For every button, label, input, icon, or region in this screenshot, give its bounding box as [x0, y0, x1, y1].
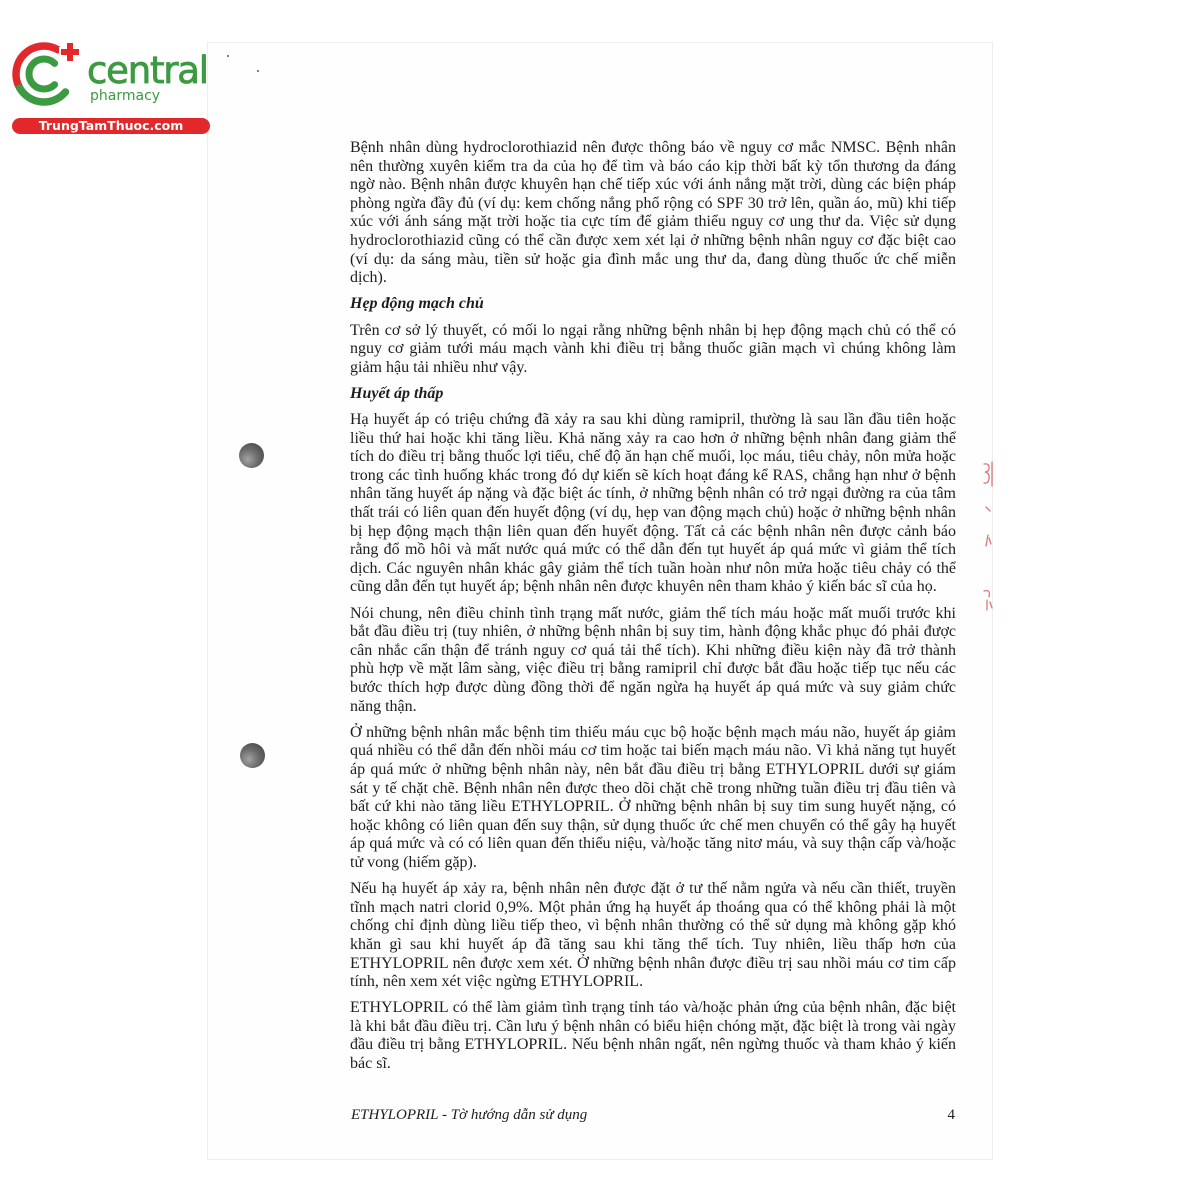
punch-hole: [239, 443, 264, 468]
text-line: Nói chung, nên điều chỉnh tình trạng mất nước, giảm thể tích máu hoặc mất muối trước khi: [350, 604, 956, 622]
text-line: giảm hậu tải nhiều như vậy.: [350, 358, 528, 376]
punch-hole: [240, 743, 265, 768]
pharmacy-cross-c-logo-icon: [8, 34, 86, 108]
text-line: nhân tăng huyết áp nặng và đặc biệt ác tính, ở những bệnh nhân có trở ngại đường ra của tâm: [350, 485, 956, 503]
pharmacy-logo: [0, 0, 220, 140]
text-line: trong các tình huống khác trong đó dự kiến sẽ kích hoạt đáng kể RAS, chẳng hạn như ở bệnh: [350, 466, 956, 484]
text-line: nên thường xuyên kiểm tra da của họ để tìm và báo cáo kịp thời bất kỳ tổn thương da đáng: [350, 157, 956, 175]
page-footer: [351, 1106, 956, 1124]
text-line: (ví dụ: da sáng màu, tiền sử hoặc gia đình mắc ung thư da, đang dùng thuốc ức chế miễn: [350, 250, 956, 268]
text-line: sát y tế chặt chẽ. Bệnh nhân nên được theo dõi chặt chẽ trong những tuần điều trị đầu tiên và: [350, 779, 956, 797]
paragraph-symptomatic-hypotension: [350, 411, 956, 597]
text-line: cũng dẫn đến tụt huyết áp; bệnh nhân nên được khuyên nên tham khảo ý kiến bác sĩ của họ.: [350, 578, 937, 596]
logo-website-bar: [12, 118, 210, 134]
text-line: năng thận.: [350, 697, 417, 715]
footer-document-title: ETHYLOPRIL - Tờ hướng dẫn sử dụng: [351, 1107, 588, 1123]
text-line: ngờ nào. Bệnh nhân được khuyên hạn chế tiếp xúc với ánh nắng mặt trời, dùng các biện pháp: [350, 176, 956, 194]
section-heading-hypotension: Huyết áp thấp: [350, 384, 444, 402]
text-line: ETHYLOPRIL có thể làm giảm tình trạng tỉnh táo và/hoặc phản ứng của bệnh nhân, đặc biệt: [350, 999, 956, 1017]
text-line: là khi bắt đầu điều trị. Cần lưu ý bệnh nhân có biểu hiện chóng mặt, đặc biệt là trong vài ngày: [350, 1017, 956, 1035]
text-line: áp quá mức ở những bệnh nhân này, nên bắt đầu điều trị bằng ETHYLOPRIL dưới sự giám: [350, 760, 956, 778]
scan-speck: [257, 70, 259, 72]
scan-speck: [227, 55, 229, 57]
text-line: tích do điều trị bằng thuốc lợi tiểu, chế độ ăn hạn chế muối, lọc máu, tiêu chảy, nôn mửa hoặc: [350, 448, 956, 466]
text-line: thất trái có liên quan đến huyết động (ví dụ, hẹp van động mạch chủ) hoặc ở những bệnh nhân: [350, 504, 956, 522]
text-line: đầu điều trị bằng ETHYLOPRIL. Nếu bệnh nhân ngất, nên ngừng thuốc và tham khảo ý kiến: [350, 1036, 956, 1054]
text-line: Hạ huyết áp có triệu chứng đã xảy ra sau khi dùng ramipril, thường là sau lần đầu tiên hoặc: [350, 411, 956, 429]
text-line: bị hẹp động mạch thận liên quan đến huyết động. Tất cả các bệnh nhân nên được cảnh báo: [350, 522, 956, 540]
margin-stamp-marks: [979, 458, 995, 618]
page-number: 4: [947, 1107, 955, 1123]
text-line: liều thứ hai hoặc khi tăng liều. Khả năng xảy ra cao hơn ở những bệnh nhân đang giảm thể: [350, 429, 956, 447]
text-line: bác sĩ.: [350, 1055, 391, 1073]
paragraph-hypotension-management: [350, 880, 956, 992]
section-heading-aortic-stenosis: Hẹp động mạch chủ: [350, 295, 484, 313]
paragraph-alertness-warning: [350, 999, 956, 1073]
text-line: tĩnh mạch natri clorid 0,9%. Một phản ứng hạ huyết áp thoáng qua có thể không phải là một: [350, 898, 956, 916]
text-line: tính, nên xem xét việc ngừng ETHYLOPRIL.: [350, 973, 644, 991]
text-line: hoặc không có liên quan đến suy thận, sử dụng thuốc ức chế men chuyển có thể gây hạ huyết: [350, 816, 956, 834]
text-line: xúc với ánh sáng mặt trời hoặc tia cực tím để giảm thiểu nguy cơ ung thư da. Việc sử dụng: [350, 213, 956, 231]
text-line: khăn gì sau khi huyết áp đã tăng sau khi tăng thể tích. Tuy nhiên, liều thấp hơn của: [350, 935, 956, 953]
paragraph-ischemic-heart-disease: [350, 724, 956, 873]
text-line: dịch).: [350, 269, 387, 287]
text-line: nguy cơ giảm tưới máu mạch vành khi điều trị bằng thuốc giãn mạch vì chúng không làm: [350, 340, 956, 358]
text-line: chống chỉ định dùng liều tiếp theo, vì bệnh nhân thường có thể sử dụng mà không gặp khó: [350, 917, 956, 935]
document-body: [350, 139, 956, 1081]
text-line: áp quá mức và có có liên quan đến thiểu niệu, và/hoặc tăng nitơ máu, và suy thận cấp và/hoặc: [350, 835, 956, 853]
paragraph-correct-volume-depletion: [350, 605, 956, 717]
text-line: bất cứ khi nào tăng liều ETHYLOPRIL. Ở những bệnh nhân bị suy tim sung huyết nặng, có: [350, 798, 956, 816]
text-line: dịch. Các nguyên nhân khác gây giảm thể tích tuần hoàn như nôn mửa hoặc tiêu chảy có thể: [350, 559, 956, 577]
text-line: Ở những bệnh nhân mắc bệnh tim thiếu máu cục bộ hoặc bệnh mạch máu não, huyết áp giảm: [350, 723, 956, 741]
paragraph-hydroclorothiazid-nmsc: [350, 139, 956, 288]
text-line: bước thích hợp được dùng đồng thời để ngăn ngừa hạ huyết áp quá mức và suy giảm chức: [350, 679, 956, 696]
text-line: ETHYLOPRIL nên được xem xét. Ở những bệnh nhân được điều trị sau nhồi máu cơ tim cấp: [350, 954, 956, 972]
logo-subtitle: pharmacy: [90, 88, 161, 104]
text-line: Bệnh nhân dùng hydroclorothiazid nên được thông báo về nguy cơ mắc NMSC. Bệnh nhân: [350, 139, 956, 156]
text-line: phù hợp về mặt lâm sàng, việc điều trị bằng ramipril chỉ được bắt đầu hoặc tiếp tục nếu các: [350, 660, 956, 678]
logo-brand-name: central: [87, 49, 208, 92]
text-line: quá nhiều có thể dẫn đến nhồi máu cơ tim hoặc tai biến mạch máu não. Vì khả năng tụt huyết: [350, 742, 956, 760]
text-line: Trên cơ sở lý thuyết, có mối lo ngại rằng những bệnh nhân bị hẹp động mạch chủ có thể có: [350, 321, 956, 339]
text-line: Nếu hạ huyết áp xảy ra, bệnh nhân nên được đặt ở tư thế nằm ngửa và nếu cần thiết, truyền: [350, 880, 956, 898]
text-line: cân nhắc cẩn thận để tránh nguy cơ quá tải thể tích). Khi những điều kiện này đã trở thành: [350, 641, 956, 659]
text-line: rằng đổ mồ hôi và mất nước quá mức có thể dẫn đến tụt huyết áp quá mức vì giảm thể tích: [350, 541, 956, 559]
logo-website-text: TrungTamThuoc.com: [38, 118, 184, 133]
text-line: phòng ngừa đầy đủ (ví dụ: kem chống nắng phổ rộng có SPF 30 trở lên, quần áo, mũ) khi tiếp: [350, 194, 956, 212]
text-line: tử vong (hiếm gặp).: [350, 853, 477, 871]
text-line: bắt đầu điều trị (tuy nhiên, ở những bệnh nhân bị suy tim, hành động khắc phục đó phải được: [350, 623, 956, 641]
text-line: hydroclorothiazid cũng có thể cần được xem xét lại ở những bệnh nhân nguy cơ đặc biệt cao: [350, 231, 956, 249]
paragraph-aortic-stenosis: [350, 322, 956, 378]
